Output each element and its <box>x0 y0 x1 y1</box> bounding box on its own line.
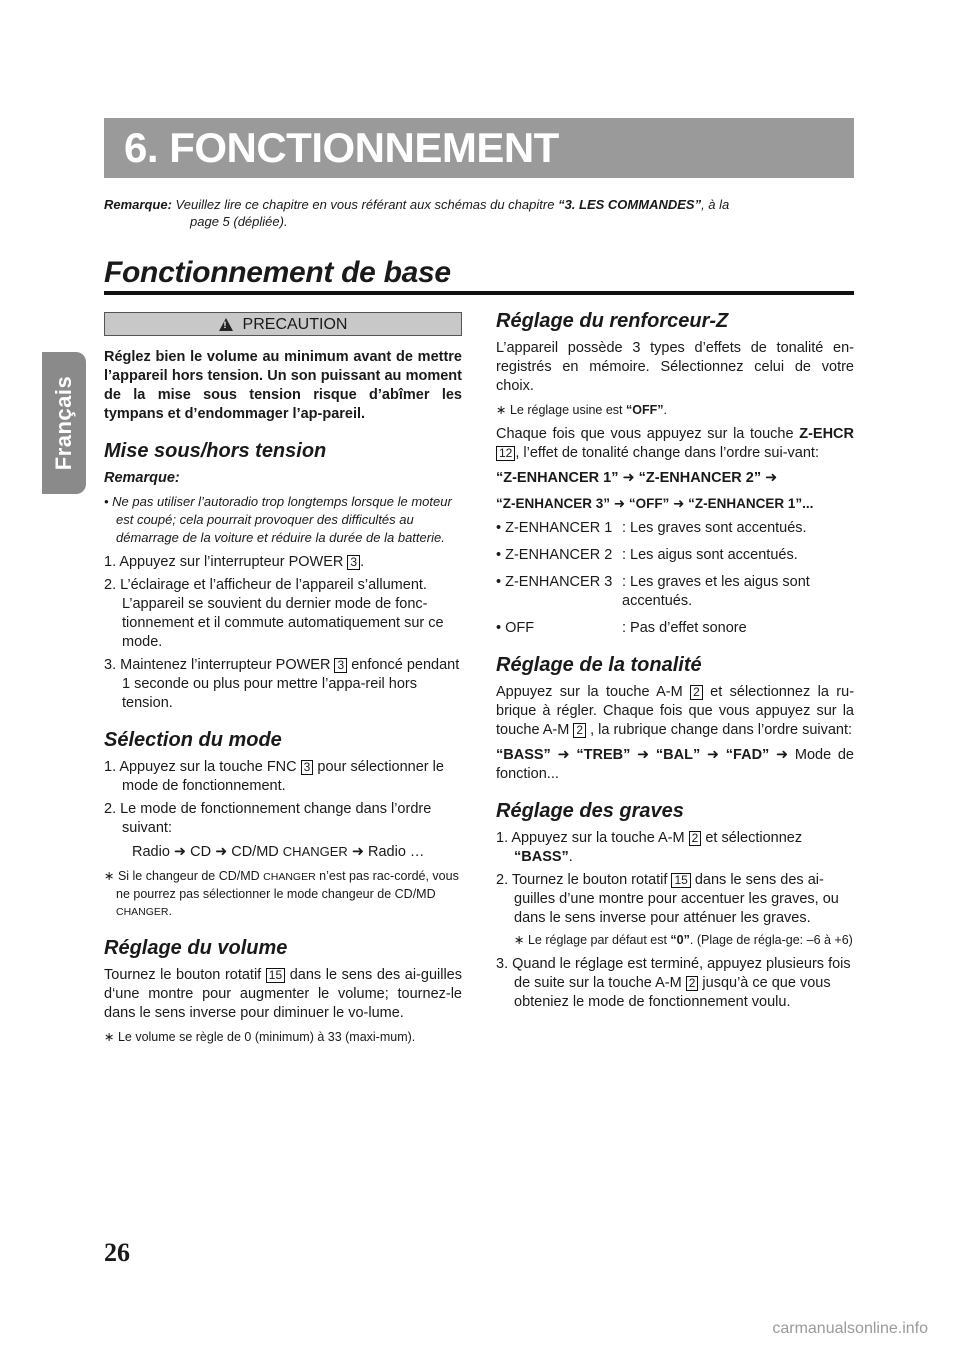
bass-step-2-b: dans le sens des ai-guilles d’une montre pour accentuer les graves, ou dans le sens inverse pour atténuer les graves. <box>514 872 839 926</box>
warning-icon <box>219 318 233 331</box>
zenhancer-press-a: Chaque fois que vous appuyez sur la touche <box>496 426 794 442</box>
section-title: Fonctionnement de base <box>104 256 451 289</box>
power-title: Mise sous/hors tension <box>104 440 327 462</box>
language-tab <box>42 352 86 494</box>
tone-text <box>496 683 854 740</box>
remark-section-ref: “3. LES COMMANDES” <box>558 197 702 212</box>
mode-step-2: 2. Le mode de fonctionnement change dans l’ordre suivant: <box>104 801 432 836</box>
key-number: 12 <box>496 446 515 461</box>
remark-text-c: page 5 (dépliée). <box>190 214 288 229</box>
bass-step-1-c: “BASS” <box>514 849 569 865</box>
key-number: 3 <box>301 760 314 775</box>
page-number: 26 <box>104 1238 130 1267</box>
key-number: 2 <box>573 723 586 738</box>
mode-note-c: . <box>168 904 172 918</box>
precaution-box <box>104 312 462 336</box>
def-desc: : Les aigus sont accentués. <box>622 547 798 563</box>
mode-seq-small: CHANGER <box>282 844 348 859</box>
def-term: • Z-ENHANCER 1 <box>496 520 613 536</box>
watermark: carmanualsonline.info <box>772 1320 928 1337</box>
bass-note-b: “0” <box>670 933 690 947</box>
zenhancer-def-row <box>496 619 854 638</box>
def-desc: : Pas d’effet sonore <box>622 620 747 636</box>
remark-label: Remarque: <box>104 197 172 212</box>
volume-title: Réglage du volume <box>104 937 288 959</box>
def-desc: : Les graves et les aigus sont accentués. <box>622 574 810 609</box>
zenhancer-note-b: “OFF” <box>626 403 664 417</box>
zenhancer-key-label: Z-EHCR <box>799 426 854 442</box>
zenhancer-title: Réglage du renforceur-Z <box>496 310 729 332</box>
bass-step-1 <box>496 829 854 867</box>
mode-sequence <box>104 842 462 862</box>
power-step-1-end: . <box>360 554 365 570</box>
precaution-label: PRECAUTION <box>242 315 348 333</box>
mode-note-small-2: CHANGER <box>116 906 169 918</box>
tone-seq-bold: “BASS” ➜ “TREB” ➜ “BAL” ➜ “FAD” ➜ <box>496 747 789 763</box>
section-divider <box>104 291 854 295</box>
bass-section <box>496 802 854 1012</box>
zenhancer-seq-2: “Z-ENHANCER 3” ➜ “OFF” ➜ “Z-ENHANCER 1”... <box>496 496 814 511</box>
tone-text-a: Appuyez sur la touche A-M <box>496 684 683 700</box>
power-remark-text: • Ne pas utiliser l’autoradio trop longtemps lorsque le moteur est coupé; cela pourrait provoquer des difficultés au démarrage de la voiture et réduire la durée de la batterie. <box>104 494 452 545</box>
tone-seq-end: Mode de fonction... <box>496 747 854 782</box>
key-number: 3 <box>347 555 360 570</box>
power-step-3 <box>104 656 462 713</box>
power-step-1 <box>104 553 462 572</box>
tone-text-b: et sélectionnez la ru-brique à régler. Chaque fois que vous appuyez sur la touche A-M <box>496 684 855 738</box>
chapter-title: 6. FONCTIONNEMENT <box>124 124 559 171</box>
zenhancer-press <box>496 425 854 463</box>
bass-step-1-b: et sélectionnez <box>705 830 803 846</box>
bass-step-3-a: 3. Quand le réglage est terminé, appuyez plusieurs fois de suite sur la touche A-M <box>496 956 851 991</box>
bass-step-1-a: 1. Appuyez sur la touche A-M <box>496 830 685 846</box>
mode-note <box>104 868 462 921</box>
mode-section <box>104 731 462 921</box>
volume-text-b: dans le sens des ai-guilles d‘une montre pour augmenter le volume; tournez-le dans le sens inverse pour diminuer le vo-lume. <box>104 967 462 1021</box>
power-step-1-text: 1. Appuyez sur l’interrupteur POWER <box>104 554 344 570</box>
zenhancer-note-c: . <box>663 403 667 417</box>
language-tab-label: Français <box>51 375 76 471</box>
mode-note-small-1: CHANGER <box>263 871 316 883</box>
bass-note <box>496 932 854 949</box>
bass-note-c: . (Plage de régla-ge: –6 à +6) <box>689 933 853 947</box>
zenhancer-note-a: ∗ Le réglage usine est <box>496 403 623 417</box>
left-column <box>104 312 462 1064</box>
bass-step-2 <box>496 871 854 928</box>
remark-text-b: , à la <box>701 197 730 212</box>
chapter-banner <box>104 118 854 178</box>
zenhancer-note <box>496 402 854 419</box>
bass-step-1-d: . <box>568 849 573 865</box>
volume-text <box>104 966 462 1023</box>
key-number: 3 <box>334 658 347 673</box>
mode-note-b: n’est pas rac-cordé, vous ne pourrez pas sélectionner le mode changeur de CD/MD <box>116 869 459 901</box>
power-step-3-text-b: enfoncé pendant 1 seconde ou plus pour mettre l’appa-reil hors tension. <box>122 657 460 711</box>
power-remark-label: Remarque: <box>104 470 180 486</box>
power-step-3-text-a: 3. Maintenez l’interrupteur POWER <box>104 657 331 673</box>
mode-seq-a: Radio ➜ CD ➜ CD/MD <box>132 844 279 860</box>
mode-step-1-text-b: pour sélectionner le mode de fonctionnement. <box>122 759 444 794</box>
bass-title: Réglage des graves <box>496 800 684 822</box>
def-term: • OFF <box>496 620 535 636</box>
def-term: • Z-ENHANCER 2 <box>496 547 613 563</box>
bass-step-2-a: 2. Tournez le bouton rotatif <box>496 872 668 888</box>
remark-text-a: Veuillez lire ce chapitre en vous référant aux schémas du chapitre <box>175 197 555 212</box>
key-number: 2 <box>690 685 703 700</box>
key-number: 15 <box>671 873 690 888</box>
zenhancer-section <box>496 312 854 638</box>
key-number: 2 <box>686 976 699 991</box>
zenhancer-def-row <box>496 573 854 611</box>
zenhancer-def-row <box>496 519 854 538</box>
bass-step-3-b: jusqu’à ce que vous obteniez le mode de fonctionnement voulu. <box>514 975 831 1010</box>
volume-section <box>104 939 462 1046</box>
power-section <box>104 442 462 713</box>
zenhancer-seq-1: “Z-ENHANCER 1” ➜ “Z-ENHANCER 2” ➜ <box>496 470 778 486</box>
def-term: • Z-ENHANCER 3 <box>496 574 613 590</box>
mode-step-1 <box>104 758 462 796</box>
tone-title: Réglage de la tonalité <box>496 654 702 676</box>
tone-text-c: , la rubrique change dans l’ordre suivant: <box>590 722 853 738</box>
zenhancer-press-b: , l’effet de tonalité change dans l’ordre sui-vant: <box>515 445 819 461</box>
power-step-2: 2. L’éclairage et l’afficheur de l’appareil s’allument. L’appareil se souvient du dernier mode de fonc-tionnement et il commute automatiquement sur ce mode. <box>104 577 444 650</box>
mode-step-1-text-a: 1. Appuyez sur la touche FNC <box>104 759 297 775</box>
def-desc: : Les graves sont accentués. <box>622 520 807 536</box>
volume-note: ∗ Le volume se règle de 0 (minimum) à 33 (maxi-mum). <box>104 1030 416 1044</box>
bass-step-3 <box>496 955 854 1012</box>
precaution-text: Réglez bien le volume au minimum avant de mettre l’appareil hors tension. Un son puissant au moment de la mise sous tension risque d’abîmer les tympans et d’endommager l’ap-pareil. <box>104 349 462 422</box>
mode-title: Sélection du mode <box>104 729 282 751</box>
right-column <box>496 312 854 1030</box>
key-number: 15 <box>266 968 285 983</box>
zenhancer-intro: L’appareil possède 3 types d’effets de tonalité en-registrés en mémoire. Sélectionnez celui de votre choix. <box>496 340 854 394</box>
bass-note-a: ∗ Le réglage par défaut est <box>514 933 667 947</box>
volume-text-a: Tournez le bouton rotatif <box>104 967 262 983</box>
mode-note-a: ∗ Si le changeur de CD/MD <box>104 869 260 883</box>
zenhancer-def-row <box>496 546 854 565</box>
chapter-remark <box>104 196 854 230</box>
tone-section <box>496 656 854 784</box>
tone-sequence <box>496 746 854 784</box>
mode-seq-b: ➜ Radio … <box>351 844 425 860</box>
key-number: 2 <box>689 831 702 846</box>
